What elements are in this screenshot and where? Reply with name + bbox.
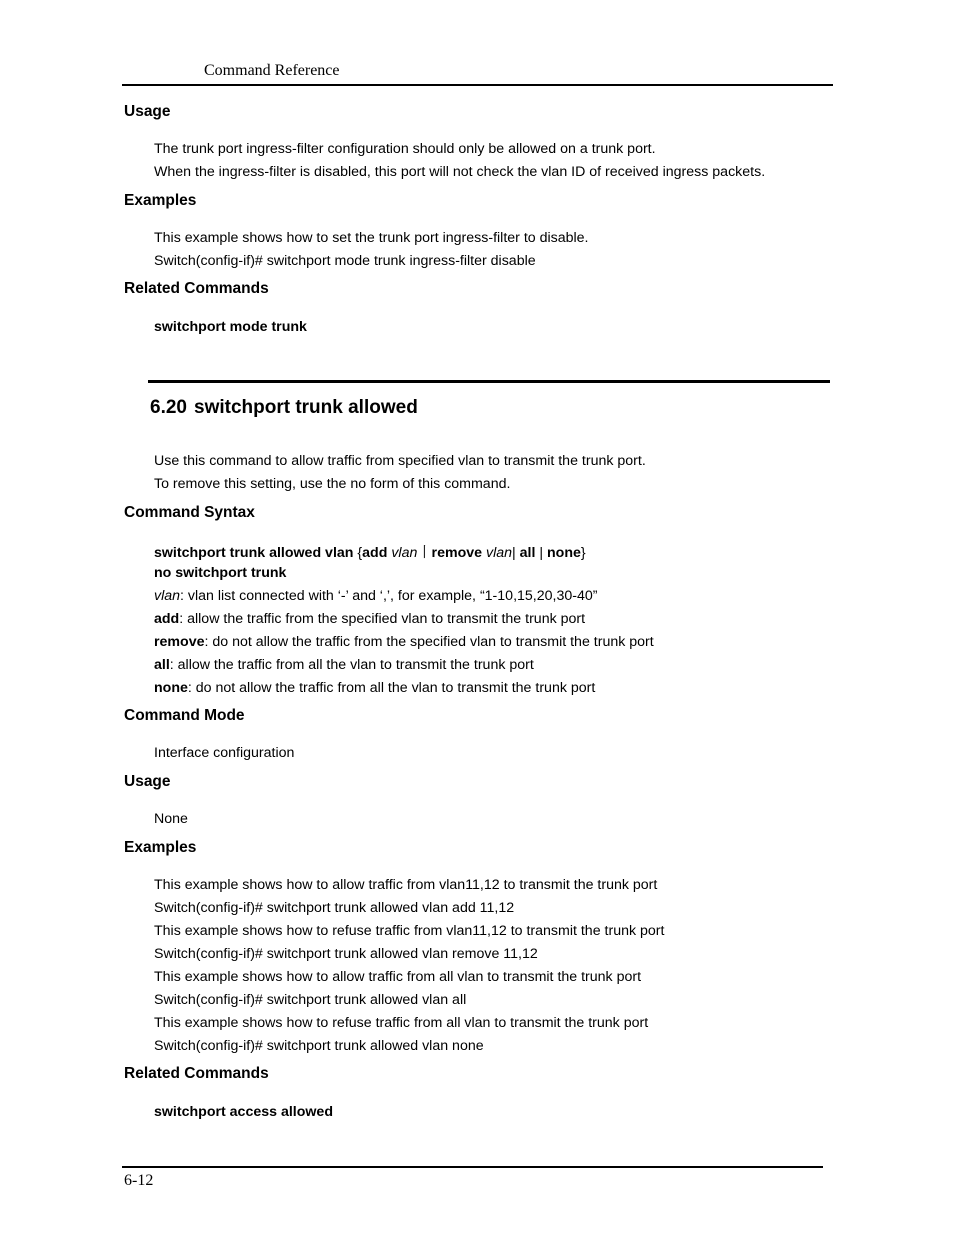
example-line: Switch(config-if)# switchport trunk allowed vlan remove 11,12 bbox=[154, 946, 538, 962]
header-rule bbox=[122, 84, 833, 86]
param-term: add bbox=[154, 611, 180, 627]
param-desc: : do not allow the traffic from the specified vlan to transmit the trunk port bbox=[204, 634, 654, 650]
syntax-add: add bbox=[362, 545, 388, 561]
param-term: remove bbox=[154, 634, 205, 650]
related-heading: Related Commands bbox=[124, 1065, 269, 1082]
syntax-remove: remove bbox=[431, 545, 483, 561]
usage-heading: Usage bbox=[124, 103, 171, 120]
usage-heading: Usage bbox=[124, 773, 171, 790]
param-desc: : allow the traffic from the specified vlan to transmit the trunk port bbox=[179, 611, 586, 627]
section-rule bbox=[148, 380, 830, 383]
section-title-text: switchport trunk allowed bbox=[194, 397, 418, 418]
param-none bbox=[154, 680, 595, 696]
param-desc: : allow the traffic from all the vlan to transmit the trunk port bbox=[169, 657, 534, 673]
syntax-none: none bbox=[547, 545, 581, 561]
syntax-heading: Command Syntax bbox=[124, 504, 255, 521]
syntax-vlan: vlan bbox=[482, 545, 512, 561]
example-line: This example shows how to refuse traffic from all vlan to transmit the trunk port bbox=[154, 1015, 649, 1031]
examples-heading: Examples bbox=[124, 192, 197, 209]
usage-line: The trunk port ingress-filter configuration should only be allowed on a trunk port. bbox=[154, 141, 656, 157]
footer-rule bbox=[122, 1166, 823, 1168]
syntax-brace-close: } bbox=[580, 545, 586, 561]
no-form: no switchport trunk bbox=[154, 565, 287, 581]
mode-text: Interface configuration bbox=[154, 745, 295, 761]
related-command: switchport access allowed bbox=[154, 1104, 333, 1120]
example-line: Switch(config-if)# switchport trunk allowed vlan add 11,12 bbox=[154, 900, 515, 916]
param-term: none bbox=[154, 680, 188, 696]
examples-heading: Examples bbox=[124, 839, 197, 856]
param-term: all bbox=[154, 657, 170, 673]
related-command: switchport mode trunk bbox=[154, 319, 307, 335]
param-desc: : vlan list connected with ‘-’ and ‘,’, for example, “1-10,15,20,30-40” bbox=[180, 588, 598, 604]
syntax-vlan: vlan bbox=[387, 545, 418, 561]
section-title bbox=[150, 397, 418, 419]
example-line: This example shows how to refuse traffic from vlan11,12 to transmit the trunk port bbox=[154, 923, 665, 939]
param-term: vlan bbox=[154, 588, 181, 604]
example-line: This example shows how to allow traffic from all vlan to transmit the trunk port bbox=[154, 969, 642, 985]
example-line: Switch(config-if)# switchport trunk allowed vlan none bbox=[154, 1038, 484, 1054]
example-line: Switch(config-if)# switchport mode trunk ingress-filter disable bbox=[154, 253, 536, 269]
param-vlan bbox=[154, 588, 597, 604]
intro-line: To remove this setting, use the no form of this command. bbox=[154, 476, 511, 492]
param-desc: : do not allow the traffic from all the vlan to transmit the trunk port bbox=[187, 680, 596, 696]
param-add bbox=[154, 611, 585, 627]
section-number: 6.20 bbox=[150, 397, 187, 418]
param-remove bbox=[154, 634, 654, 650]
usage-text: None bbox=[154, 811, 188, 827]
intro-line: Use this command to allow traffic from specified vlan to transmit the trunk port. bbox=[154, 453, 646, 469]
syntax-brace-open: { bbox=[353, 545, 363, 561]
example-line: Switch(config-if)# switchport trunk allowed vlan all bbox=[154, 992, 467, 1008]
syntax-all: all bbox=[519, 545, 536, 561]
example-line: This example shows how to allow traffic from vlan11,12 to transmit the trunk port bbox=[154, 877, 658, 893]
param-all bbox=[154, 657, 534, 673]
page-header: Command Reference bbox=[204, 62, 340, 79]
syntax-line bbox=[154, 542, 586, 562]
syntax-separator: | bbox=[535, 545, 547, 561]
syntax-separator: | bbox=[512, 545, 520, 561]
mode-heading: Command Mode bbox=[124, 707, 245, 724]
example-line: This example shows how to set the trunk port ingress-filter to disable. bbox=[154, 230, 589, 246]
page-number: 6-12 bbox=[124, 1172, 154, 1189]
usage-line: When the ingress-filter is disabled, this port will not check the vlan ID of received ingress packets. bbox=[154, 164, 766, 180]
syntax-separator: 丨 bbox=[417, 545, 432, 561]
related-heading: Related Commands bbox=[124, 280, 269, 297]
syntax-cmd: switchport trunk allowed vlan bbox=[154, 545, 354, 561]
